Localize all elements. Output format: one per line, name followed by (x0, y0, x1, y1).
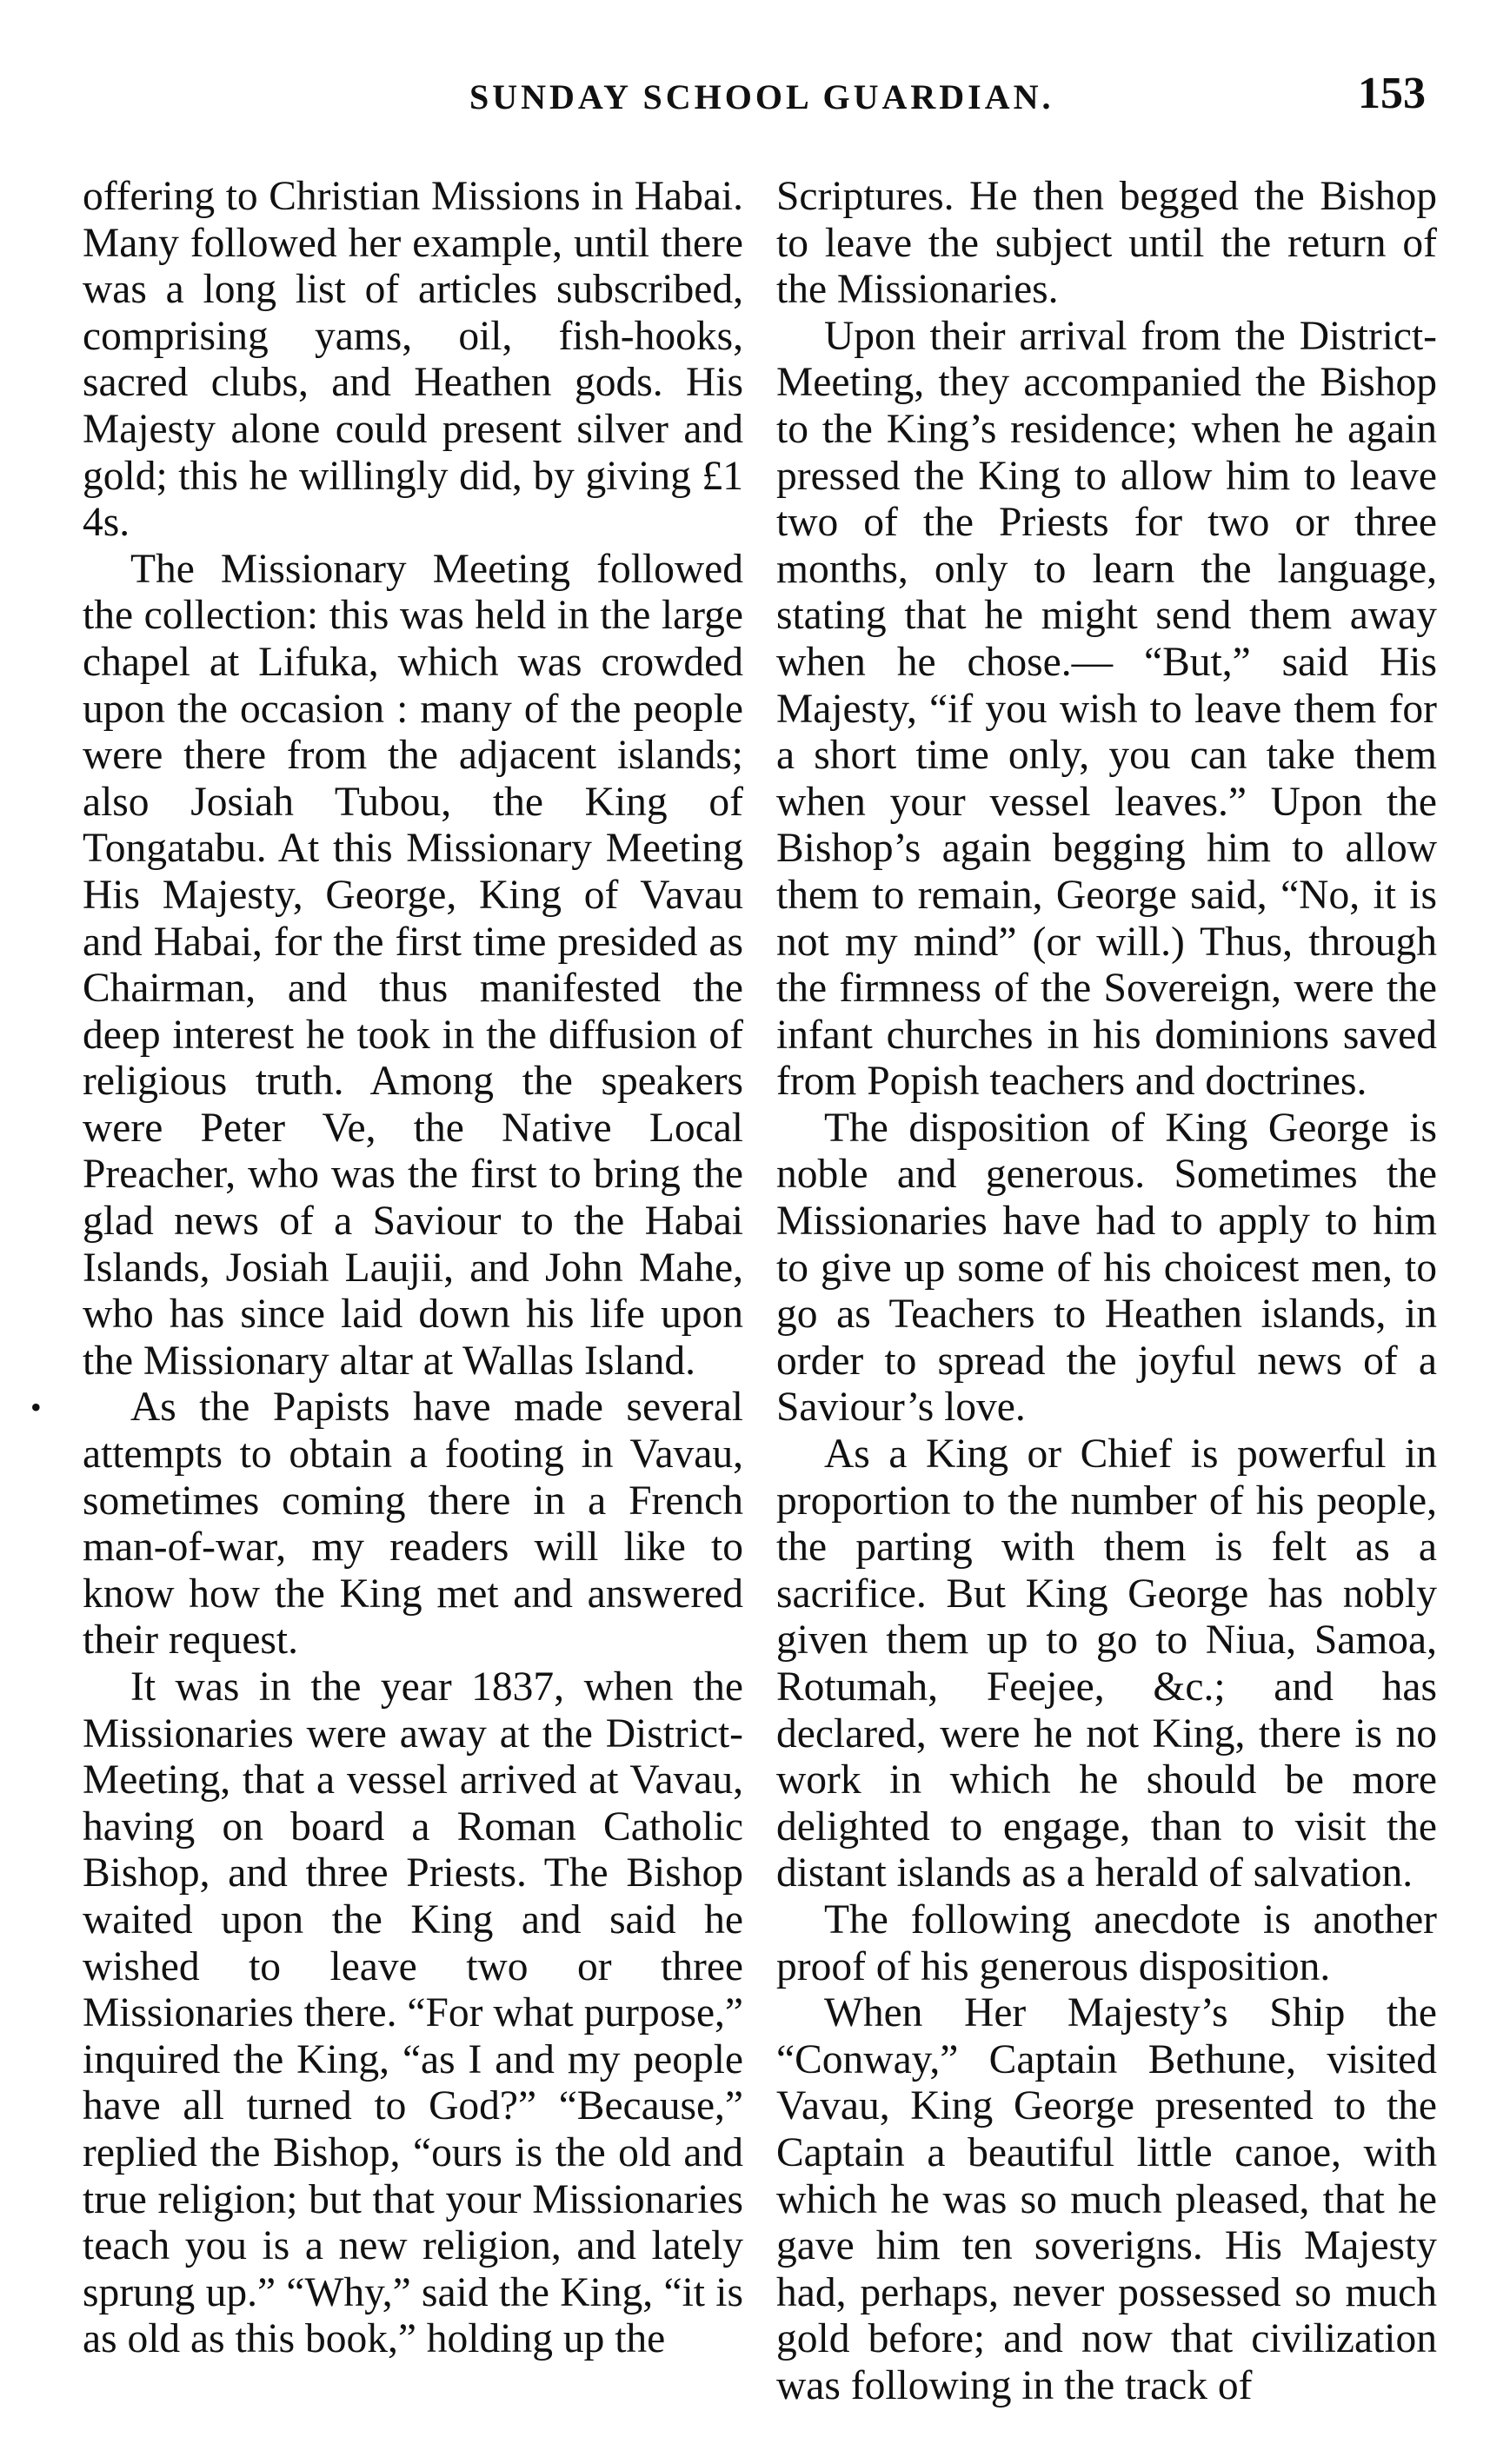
bulleted-paragraph (30, 1385, 743, 1664)
paragraph: Scriptures. He then begged the Bishop to leave the subject until the return of the Missionaries. (776, 174, 1437, 313)
paragraph: As the Papists have made several attempts to obtain a footing in Vavau, sometimes coming there in a French man-of-war, my readers will like to know how the King met and answered their request. (83, 1385, 743, 1664)
paragraph: The disposition of King George is noble and generous. Sometimes the Missionaries have had to apply to him to give up some of his choicest men, to go as Teachers to Heathen islands, in order to spread the joyful news of a Saviour’s love. (776, 1105, 1437, 1431)
paragraph: When Her Majesty’s Ship the “Conway,” Captain Bethune, visited Vavau, King George presented to the Captain a beautiful little canoe, with which he was so much pleased, that he gave him ten soverigns. His Majesty had, perhaps, never possessed so much gold before; and now that civilization was following in the track of (776, 1990, 1437, 2408)
paragraph: As a King or Chief is powerful in proportion to the number of his people, the parting with them is felt as a sacrifice. But King George has nobly given them up to go to Niua, Samoa, Rotumah, Feejee, &c.; and has declared, were he not King, there is no work in which he should be more delighted to engage, than to visit the distant islands as a herald of salvation. (776, 1431, 1437, 1896)
running-title: SUNDAY SCHOOL GUARDIAN. (469, 77, 1054, 116)
paragraph: The following anecdote is another proof of his generous disposition. (776, 1896, 1437, 1989)
paragraph: Upon their arrival from the District-Meeting, they accompanied the Bishop to the King’s residence; when he again pressed the King to allow him to leave two of the Priests for two or three months, only to learn the language, stating that he might send them away when he chose.— “But,” said His Majesty, “if you wish to leave them for a short time only, you can take them when your vessel leaves.” Upon the Bishop’s again begging him to allow them to remain, George said, “No, it is not my mind” (or will.) Thus, through the firmness of the Sovereign, were the infant churches in his dominions saved from Popish teachers and doctrines. (776, 313, 1437, 1105)
paragraph: The Missionary Meeting followed the collection: this was held in the large chapel at Lifuka, which was crowded upon the occasion : many of the people were there from the adjacent islands; also Josiah Tubou, the King of Tongatabu. At this Missionary Meeting His Majesty, George, King of Vavau and Habai, for the first time presided as Chairman, and thus manifested the deep interest he took in the diffusion of religious truth. Among the speakers were Peter Ve, the Native Local Preacher, who was the first to bring the glad news of a Saviour to the Habai Islands, Josiah Laujii, and John Mahe, who has since laid down his life upon the Missionary altar at Wallas Island. (83, 546, 743, 1384)
left-column (30, 174, 743, 2363)
paragraph: offering to Christian Missions in Habai. Many followed her example, until there was a long list of articles subscribed, comprising yams, oil, fish-hooks, sacred clubs, and Heathen gods. His Majesty alone could present silver and gold; this he willingly did, by giving £1 4s. (83, 174, 743, 546)
paragraph: It was in the year 1837, when the Missionaries were away at the District-Meeting, that a vessel arrived at Vavau, having on board a Roman Catholic Bishop, and three Priests. The Bishop waited upon the King and said he wished to leave two or three Missionaries there. “For what purpose,” inquired the King, “as I and my people have all turned to God?” “Because,” replied the Bishop, “ours is the old and true religion; but that your Missionaries teach you is a new religion, and lately sprung up.” “Why,” said the King, “it is as old as this book,” holding up the (83, 1664, 743, 2362)
right-column (776, 174, 1437, 2410)
bullet-mark: • (30, 1390, 42, 1425)
page-header (70, 68, 1426, 129)
page-number: 153 (1358, 69, 1426, 118)
